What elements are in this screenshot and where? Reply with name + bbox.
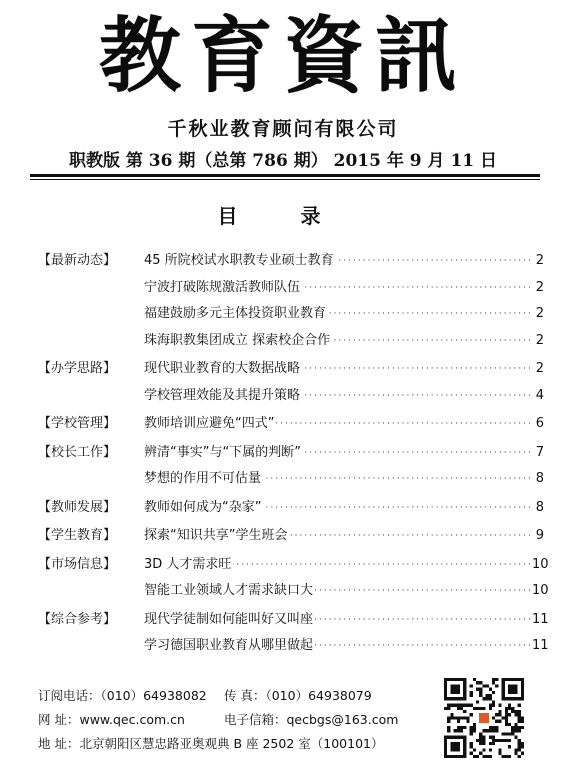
toc-page-number: 2 [535, 332, 544, 348]
toc-row[interactable] [38, 275, 544, 302]
toc-page-number: 10 [532, 583, 549, 598]
toc-row[interactable] [38, 633, 549, 660]
toc-article-title[interactable]: 学校管理效能及其提升策略 [144, 383, 302, 410]
toc-article-title[interactable]: 辨清“事实”与“下属的判断” [144, 440, 303, 467]
table-of-contents [38, 248, 549, 660]
toc-page-number: 7 [535, 444, 544, 460]
toc-row[interactable] [38, 383, 544, 410]
toc-title: 目 录 [217, 204, 349, 228]
toc-page-number: 2 [535, 361, 544, 376]
address: 地 址：北京朝阳区慧忠路亚奥观典 B 座 2502 室（100101） [38, 736, 384, 751]
toc-article-title[interactable]: 智能工业领域人才需求缺口大 [144, 578, 315, 605]
toc-row[interactable] [38, 356, 544, 383]
toc-page-number: 10 [532, 556, 549, 572]
email-link[interactable]: 电子信箱：qecbgs@163.com [224, 712, 399, 727]
toc-row[interactable] [38, 578, 549, 605]
toc-category: 【学生教育】 [38, 528, 117, 543]
toc-article-title[interactable]: 现代职业教育的大数据战略 [144, 356, 302, 383]
toc-row[interactable] [38, 607, 549, 634]
toc-row[interactable] [38, 301, 544, 328]
toc-page-number: 2 [535, 279, 544, 295]
toc-category: 【校长工作】 [38, 444, 117, 460]
toc-page-number: 11 [532, 611, 549, 627]
toc-article-title[interactable]: 学习德国职业教育从哪里做起 [144, 633, 315, 660]
toc-category: 【最新动态】 [38, 253, 117, 268]
toc-row[interactable] [38, 552, 549, 579]
toc-category: 【办学思路】 [38, 361, 117, 376]
toc-article-title[interactable]: 梦想的作用不可估量 [144, 466, 263, 493]
toc-article-title[interactable]: 福建鼓励多元主体投资职业教育 [144, 301, 328, 328]
qr-code [444, 678, 524, 758]
toc-article-title[interactable]: 45 所院校试水职教专业硕士教育 [144, 248, 336, 275]
toc-category: 【学校管理】 [38, 416, 117, 431]
toc-row[interactable] [38, 523, 544, 550]
toc-page-number: 9 [535, 528, 544, 543]
toc-page-number: 4 [535, 387, 544, 403]
toc-page-number: 8 [535, 471, 544, 486]
toc-page-number: 8 [535, 499, 544, 515]
header-rule-thick [30, 174, 540, 177]
toc-article-title[interactable]: 3D 人才需求旺 [144, 552, 233, 579]
toc-page-number: 2 [535, 253, 544, 268]
toc-row[interactable] [38, 440, 544, 467]
fax-number: 传 真：（010）64938079 [224, 688, 372, 703]
toc-article-title[interactable]: 探索“知识共享”学生班会 [144, 523, 289, 550]
masthead-title: 教育資訊 [98, 8, 467, 104]
toc-row[interactable] [38, 411, 544, 438]
issue-line: 职教版 第 36 期（总第 786 期） 2015 年 9 月 11 日 [68, 151, 498, 171]
contact-footer [38, 684, 438, 756]
company-name: 千秋业教育顾问有限公司 [167, 118, 399, 140]
toc-page-number: 6 [535, 416, 544, 431]
toc-article-title[interactable]: 珠海职教集团成立 探索校企合作 [144, 328, 332, 355]
toc-category: 【教师发展】 [38, 499, 117, 515]
toc-category: 【综合参考】 [38, 611, 117, 627]
subscribe-phone: 订阅电话：（010）64938082 [38, 688, 207, 703]
toc-article-title[interactable]: 教师如何成为“杂家” [144, 495, 263, 522]
toc-row[interactable] [38, 466, 544, 493]
website-link[interactable]: 网 址：www.qec.com.cn [38, 712, 185, 727]
toc-row[interactable] [38, 495, 544, 522]
toc-article-title[interactable]: 教师培训应避免“四式” [144, 411, 276, 438]
toc-page-number: 11 [532, 638, 549, 653]
toc-article-title[interactable]: 现代学徒制如何能叫好又叫座 [144, 607, 315, 634]
header-rule-thin [30, 179, 540, 180]
toc-row[interactable] [38, 248, 544, 275]
toc-row[interactable] [38, 328, 544, 355]
toc-category: 【市场信息】 [38, 556, 117, 572]
toc-page-number: 2 [535, 306, 544, 321]
toc-article-title[interactable]: 宁波打破陈规激活教师队伍 [144, 275, 302, 302]
